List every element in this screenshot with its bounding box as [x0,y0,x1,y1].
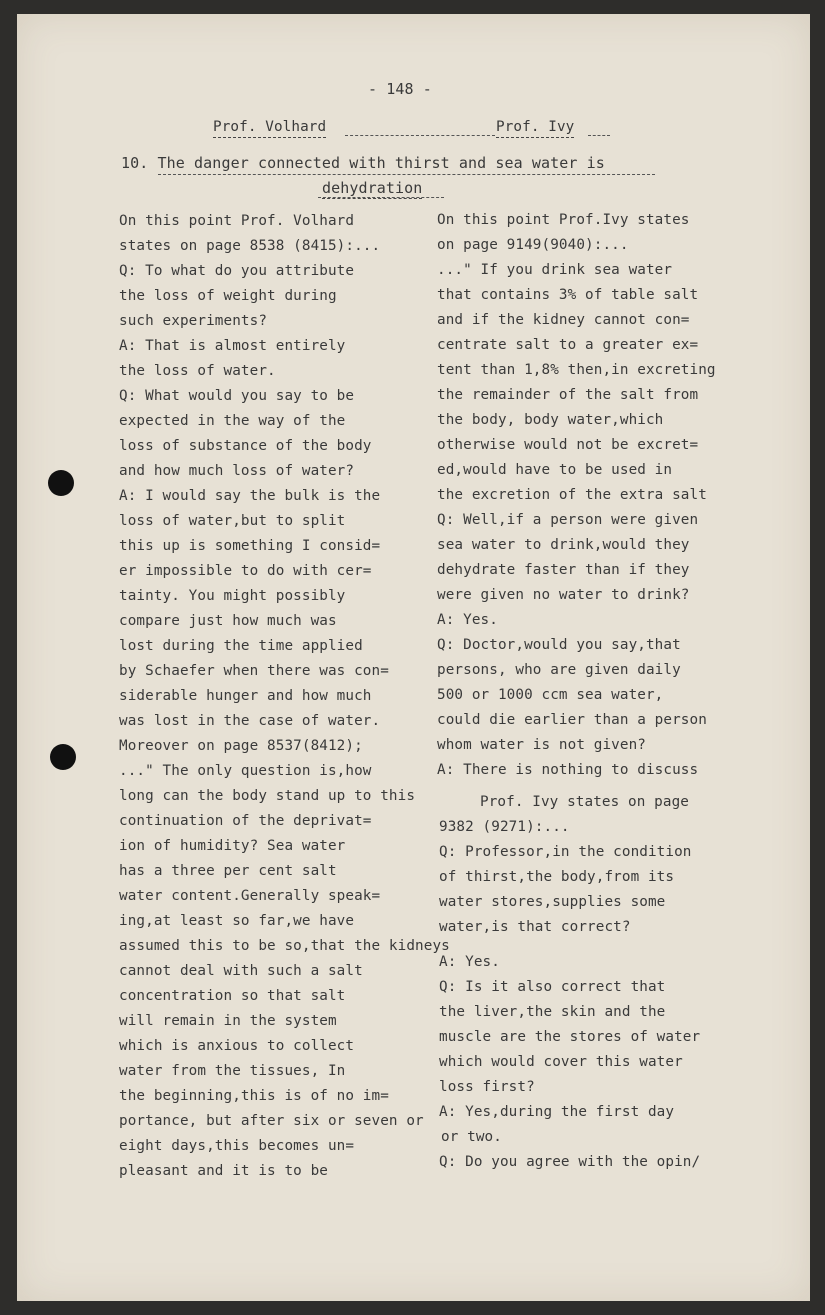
right-line: and if the kidney cannot con= [437,312,690,328]
left-line: cannot deal with such a salt [119,963,363,979]
right-line: Prof. Ivy states on page [480,794,689,810]
section-heading-text: 10. The danger connected with thirst and sea water is [121,154,605,172]
left-line: the loss of weight during [119,288,337,304]
right-line: the excretion of the extra salt [437,487,707,503]
header-separator [345,135,495,136]
right-line: 9382 (9271):... [439,819,570,835]
left-line: Moreover on page 8537(8412); [119,738,363,754]
left-line: tainty. You might possibly [119,588,346,604]
left-line: pleasant and it is to be [119,1163,328,1179]
right-line: of thirst,the body,from its [439,869,675,885]
header-trailing-line [588,135,610,136]
left-line: assumed this to be so,that the kidneys [119,938,450,954]
right-line: that contains 3% of table salt [437,287,699,303]
right-line: centrate salt to a greater ex= [437,337,699,353]
left-line: which is anxious to collect [119,1038,355,1054]
right-line: Q: Do you agree with the opin∕ [439,1154,701,1170]
header-left-name: Prof. Volhard [213,118,326,138]
left-line: A: That is almost entirely [119,338,346,354]
section-heading-line2: dehydration [322,179,423,197]
right-line: the body, body water,which [437,412,664,428]
right-line: the liver,the skin and the [439,1004,666,1020]
left-line: On this point Prof. Volhard [119,213,355,229]
right-line: loss first? [439,1079,535,1095]
left-line: expected in the way of the [119,413,346,429]
right-line: On this point Prof.Ivy states [437,212,690,228]
section-heading-line2-underline [318,197,444,198]
right-line: muscle are the stores of water [439,1029,701,1045]
right-line: could die earlier than a person [437,712,707,728]
left-line: by Schaefer when there was con= [119,663,389,679]
right-line: were given no water to drink? [437,587,690,603]
left-line: states on page 8538 (8415):... [119,238,381,254]
left-line: and how much loss of water? [119,463,355,479]
left-line: the loss of water. [119,363,276,379]
left-line: compare just how much was [119,613,337,629]
right-line: Q: Doctor,would you say,that [437,637,681,653]
left-line: will remain in the system [119,1013,337,1029]
left-line: the beginning,this is of no im= [119,1088,389,1104]
left-line: siderable hunger and how much [119,688,372,704]
right-line: Q: Professor,in the condition [439,844,692,860]
right-line: sea water to drink,would they [437,537,690,553]
right-line: or two. [441,1129,502,1145]
right-line: which would cover this water [439,1054,683,1070]
right-line: A: Yes. [439,954,500,970]
left-line: loss of substance of the body [119,438,372,454]
right-line: Q: Is it also correct that [439,979,666,995]
left-line: was lost in the case of water. [119,713,381,729]
left-line: eight days,this becomes un= [119,1138,355,1154]
left-line: such experiments? [119,313,268,329]
right-line: ..." If you drink sea water [437,262,673,278]
right-line: ed,would have to be used in [437,462,673,478]
left-line: A: I would say the bulk is the [119,488,381,504]
right-line: otherwise would not be excret= [437,437,699,453]
left-line: loss of water,but to split [119,513,346,529]
right-line: the remainder of the salt from [437,387,699,403]
left-line: ..." The only question is,how [119,763,372,779]
right-line: Q: Well,if a person were given [437,512,699,528]
header-right-name: Prof. Ivy [496,118,574,138]
right-line: whom water is not given? [437,737,646,753]
right-line: A: Yes. [437,612,498,628]
left-line: continuation of the deprivat= [119,813,372,829]
section-heading-underline [158,174,655,175]
right-line: water,is that correct? [439,919,631,935]
left-line: ing,at least so far,we have [119,913,355,929]
left-line: water from the tissues, In [119,1063,346,1079]
punch-hole-lower [50,744,76,770]
left-line: long can the body stand up to this [119,788,416,804]
right-line: on page 9149(9040):... [437,237,629,253]
right-line: dehydrate faster than if they [437,562,690,578]
right-line: water stores,supplies some [439,894,666,910]
document-page [17,14,810,1301]
right-line: A: There is nothing to discuss [437,762,699,778]
right-line: A: Yes,during the first day [439,1104,675,1120]
left-line: Q: What would you say to be [119,388,355,404]
page-number: - 148 - [368,80,432,98]
left-line: Q: To what do you attribute [119,263,355,279]
right-line: 500 or 1000 ccm sea water, [437,687,664,703]
left-line: lost during the time applied [119,638,363,654]
left-line: this up is something I consid= [119,538,381,554]
right-line: tent than 1,8% then,in excreting [437,362,716,378]
left-line: er impossible to do with cer= [119,563,372,579]
left-line: water content.Generally speak= [119,888,381,904]
right-line: persons, who are given daily [437,662,681,678]
left-line: ion of humidity? Sea water [119,838,346,854]
left-line: has a three per cent salt [119,863,337,879]
section-heading-line1 [121,154,605,172]
left-line: portance, but after six or seven or [119,1113,424,1129]
left-line: concentration so that salt [119,988,346,1004]
punch-hole-upper [48,470,74,496]
